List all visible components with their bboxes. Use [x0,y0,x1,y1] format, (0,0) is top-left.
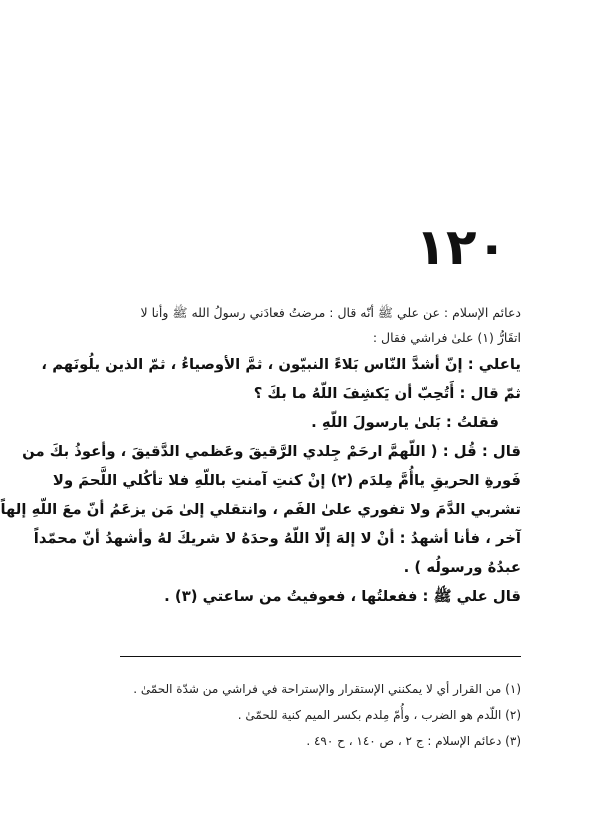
hadith-line: عبدُهُ ورسولُه ) . [403,559,521,576]
footnote-item: (٣) دعائم الإسلام : ج ٢ ، ص ١٤٠ ، ح ٤٩٠ . [306,734,521,748]
hadith-line: آخر ، فأنا أشهدُ : أنْ لا إلهَ إلّا اللّهُ وحدَهُ لا شريكَ لهُ وأشهدُ أنّ محمّداً [33,530,521,547]
footnote-item: (١) من القرار أي لا يمكنني الإستقرار والإستراحة في فراشي من شدّة الحمّىٰ . [133,682,521,696]
page-number: ١٢٠ [415,218,507,276]
hadith-line: ثمّ قال : أَتُحِبّ أن يَكشِفَ اللّهُ ما بكَ ؟ [253,385,521,402]
main-text [0,300,521,611]
source-line: دعائم الإسلام : عن علي ﷺ أنّه قال : مرضتُ فعادَني رسولُ الله ﷺ وأنا لا [140,305,521,320]
source-line: اتقَارُّ (١) علىٰ فراشي فقال : [372,330,521,345]
hadith-line: فَورةِ الحريقِ ياأُمَّ مِلدَم (٢) إنْ كنتِ آمنتِ باللّهِ فلا تأكُلي اللَّحمَ ولا [52,472,521,489]
hadith-text [0,350,521,611]
hadith-line: فقلتُ : بَلىٰ يارسولَ اللّهِ . [311,414,499,431]
footnote-divider [120,656,521,657]
hadith-line: قال علي ﷺ : ففعلتُها ، فعوفيتُ من ساعتي (٣) . [164,588,521,605]
footnotes [120,676,521,754]
hadith-line: ياعلي : إنّ أشدَّ النّاس بَلاءً النبيّون ، ثمَّ الأوصياءُ ، ثمّ الذين يلُونَهم ، [41,356,521,373]
hadith-line: قال : قُل : ( اللّهمَّ ارحَمْ جِلدي الرَّقيقَ وعَظمي الدَّقيقَ ، وأعوذُ بكَ من [22,443,521,460]
source-paragraph [120,300,521,350]
footnote-item: (٢) اللّدم هو الضرب ، وأُمّ مِلدم بكسر الميم كنية للحمّىٰ . [237,708,521,722]
hadith-line: تشربي الدَّمَ ولا تفوري علىٰ الفَم ، وانتقلي إلىٰ مَن يزعَمُ أنّ معَ اللّهِ إلهاً [0,501,521,518]
